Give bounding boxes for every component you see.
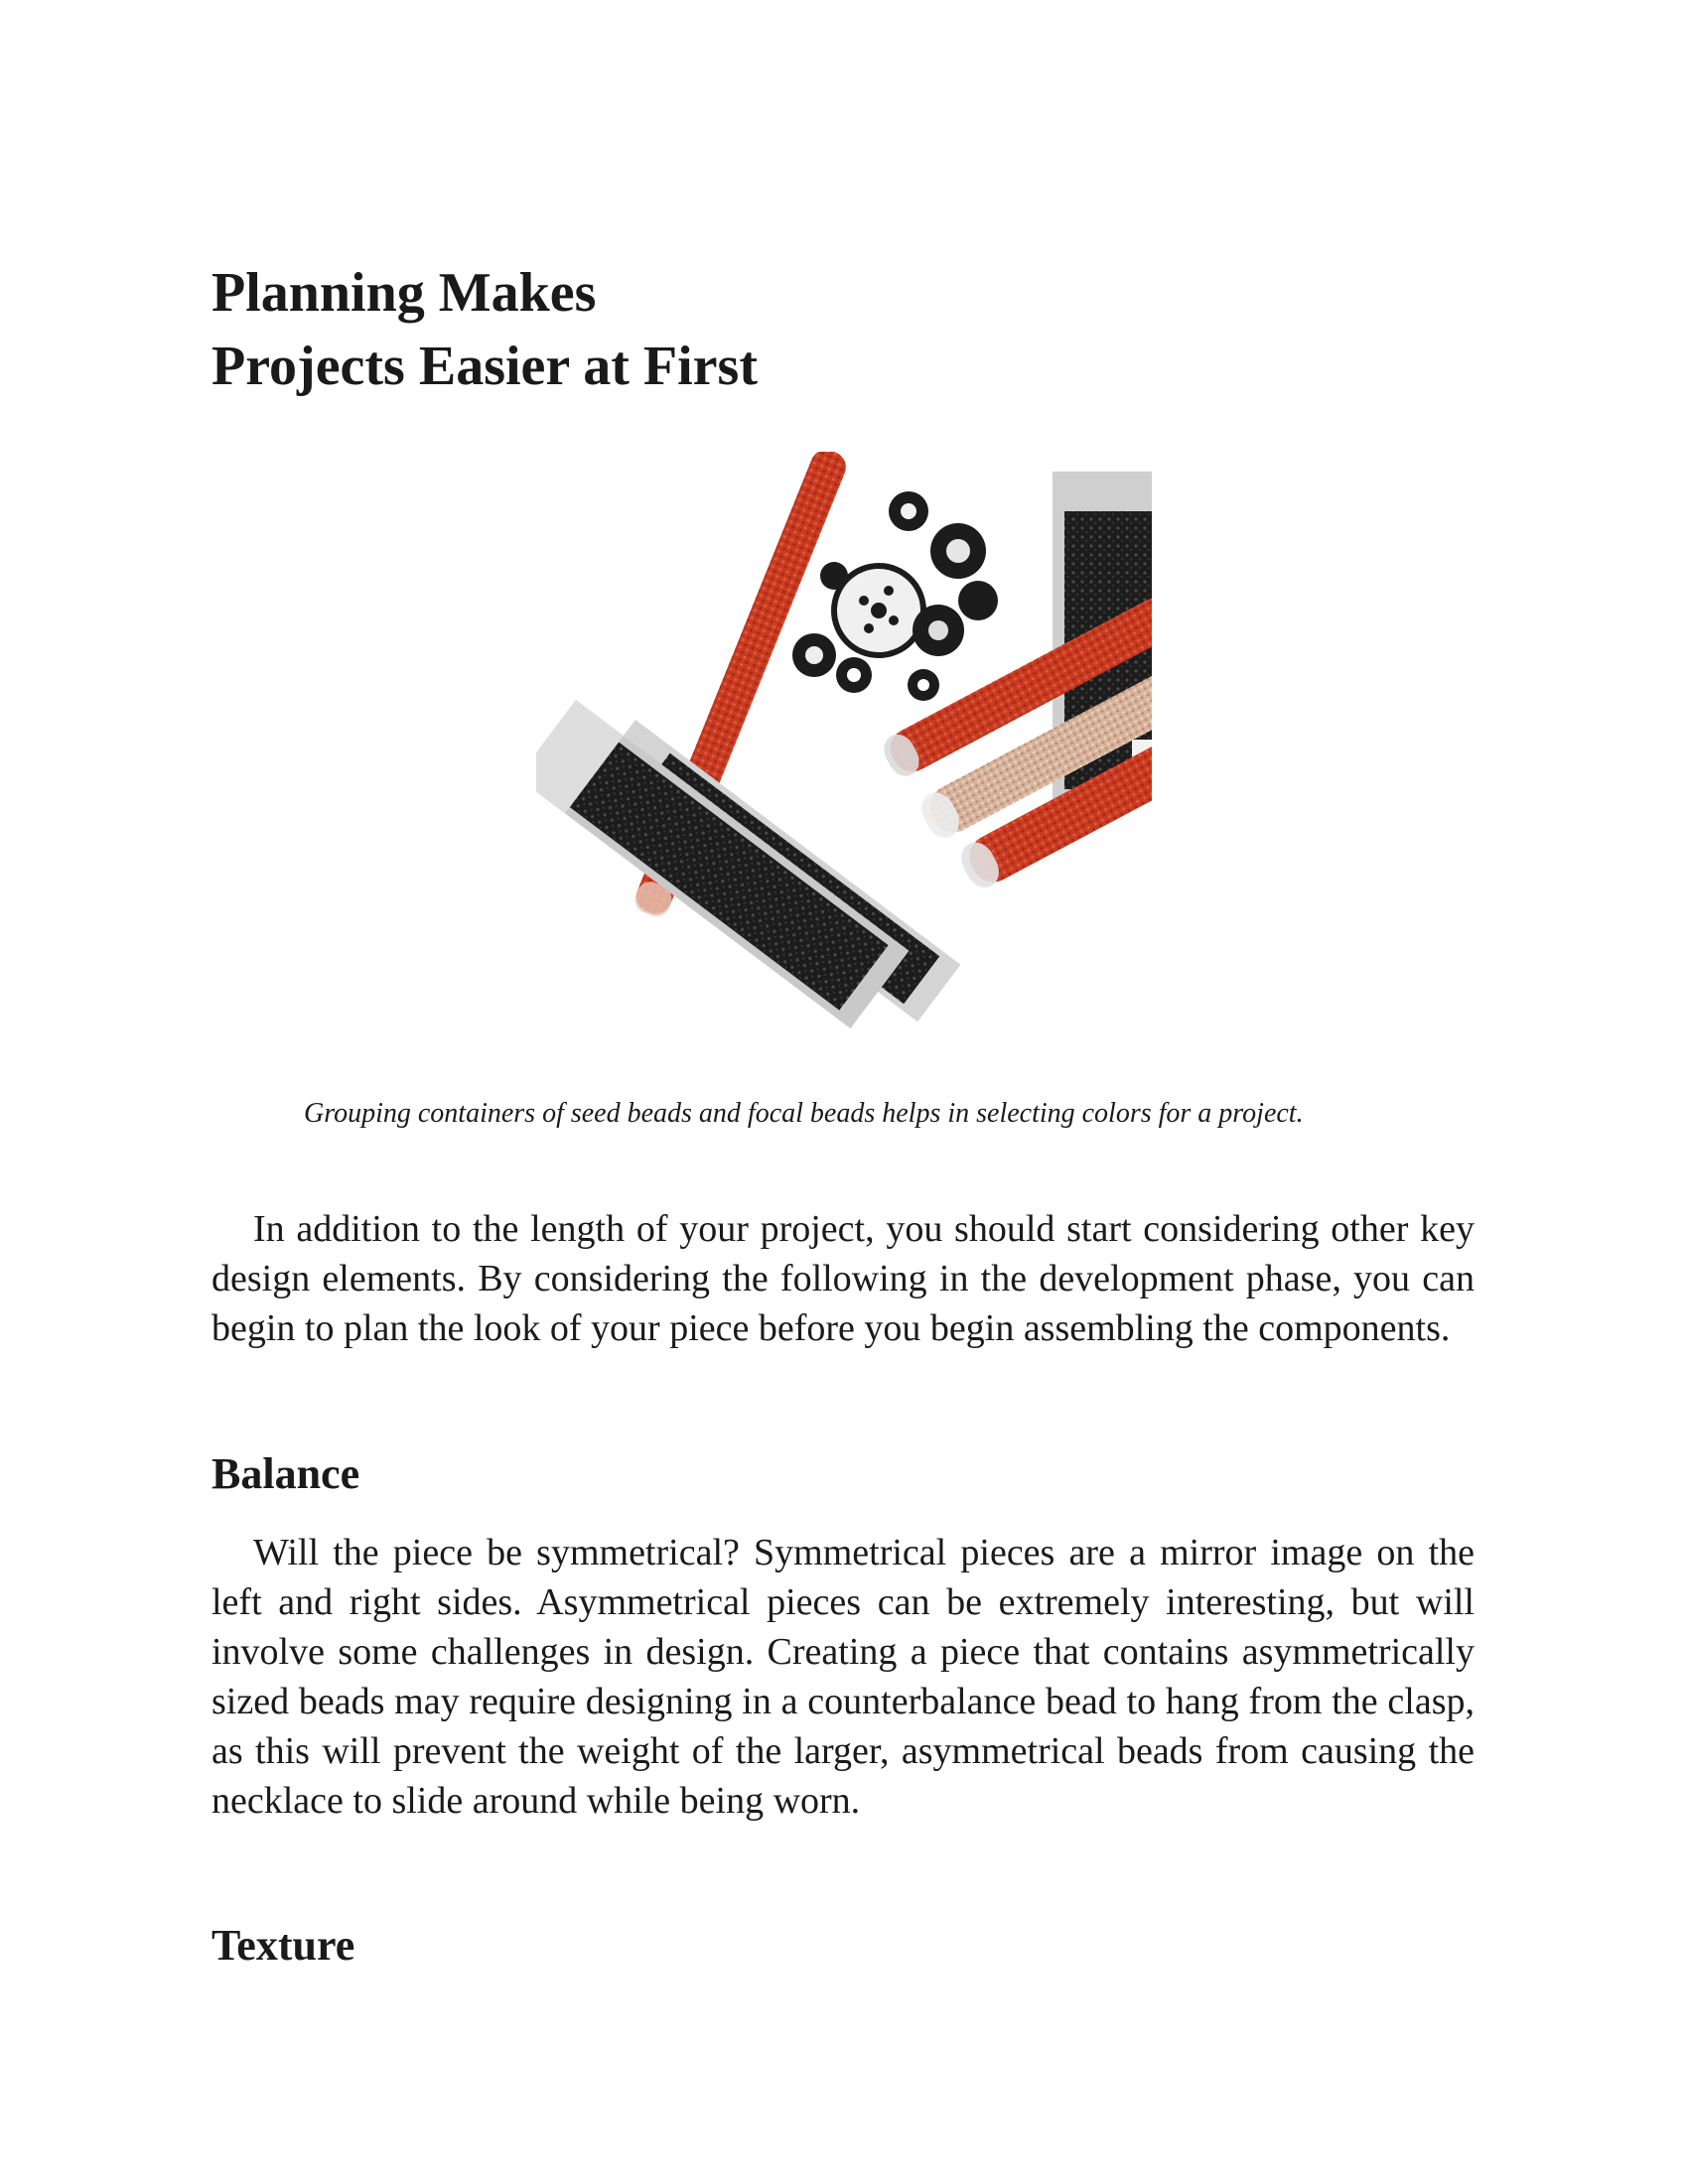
section-heading-balance: Balance — [211, 1449, 360, 1498]
section-heading-texture: Texture — [211, 1921, 355, 1970]
bead-containers-photo — [536, 452, 1152, 1047]
title-line-2: Projects Easier at First — [211, 336, 758, 397]
balance-paragraph: Will the piece be symmetrical? Symmetrical pieces are a mirror image on the left and right sides. Asymmetrical pieces can be extremely interesting, but will involve some challenges in design. Creating a piece that contains asymmetrically sized beads may require designing in a counterbalance bead to hang from the clasp, as this will prevent the weight of the larger, asymmetrical beads from causing the necklace to slide around while being worn. — [211, 1532, 1475, 1822]
page-title — [211, 256, 1482, 403]
figure-caption: Grouping containers of seed beads and focal beads helps in selecting colors for a project. — [304, 1098, 1304, 1129]
title-line-1: Planning Makes — [211, 262, 597, 324]
intro-paragraph: In addition to the length of your project, you should start considering other key design elements. By considering the following in the development phase, you can begin to plan the look of your piece before you begin assembling the components. — [211, 1208, 1475, 1349]
